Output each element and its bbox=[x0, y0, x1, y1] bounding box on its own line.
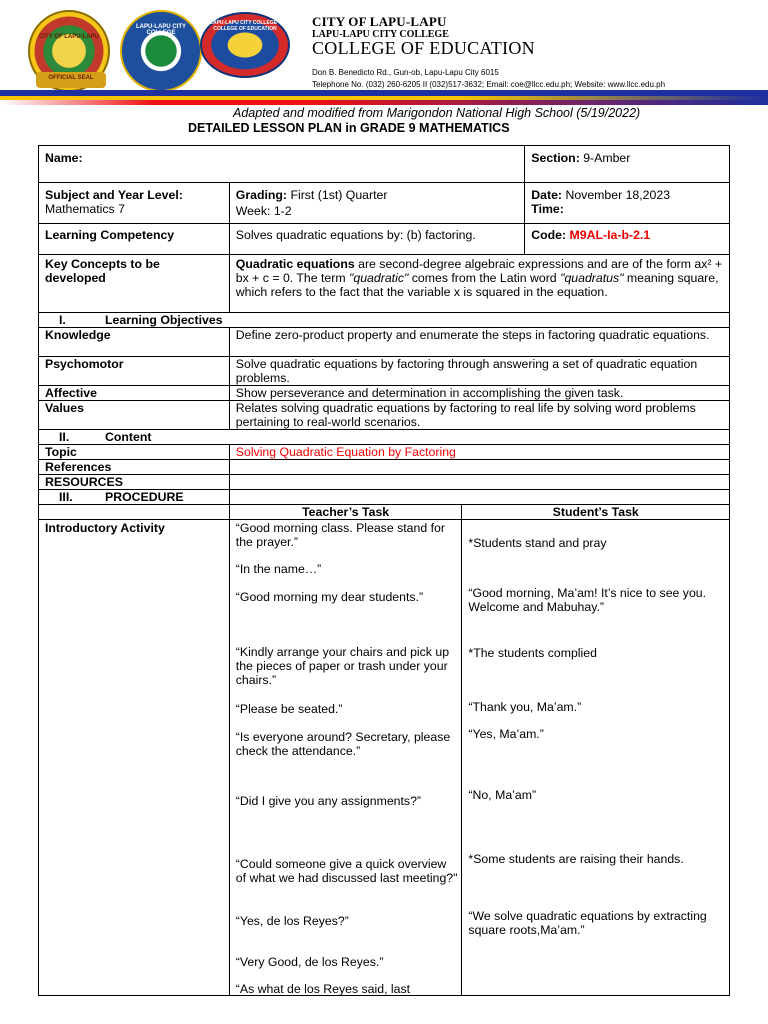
procedure-heading-row bbox=[39, 490, 730, 505]
city-seal-ribbon-text: OFFICIAL SEAL bbox=[48, 75, 94, 81]
college-seal-logo bbox=[120, 10, 202, 92]
section-value: 9-Amber bbox=[579, 151, 631, 165]
lesson-plan-table bbox=[38, 145, 730, 996]
header-address: Don B. Benedicto Rd., Gun-ob, Lapu-Lapu City 6015 bbox=[312, 68, 499, 77]
time-label: Time: bbox=[531, 202, 564, 216]
adapted-note: Adapted and modified from Marigondon National High School (5/19/2022) bbox=[233, 106, 641, 120]
header-stripe-red bbox=[0, 100, 768, 105]
objective-row-values bbox=[39, 401, 730, 430]
student-task-header: Student’s Task bbox=[462, 505, 730, 520]
objective-row-psychomotor bbox=[39, 357, 730, 386]
objective-label: Knowledge bbox=[39, 328, 230, 357]
grading-value: First (1st) Quarter bbox=[287, 188, 388, 202]
teacher-line: “Did I give you any assignments?” bbox=[235, 794, 422, 808]
grading-label: Grading: bbox=[235, 188, 288, 202]
city-seal-logo bbox=[28, 10, 110, 92]
student-line: “We solve quadratic equations by extracting square roots,Ma’am.” bbox=[468, 909, 707, 937]
header-department: COLLEGE OF EDUCATION bbox=[312, 38, 535, 58]
competency-label: Learning Competency bbox=[45, 228, 175, 242]
content-heading-row bbox=[39, 430, 730, 445]
key-concepts-quadratic: "quadratic" bbox=[349, 271, 409, 285]
teacher-line: “Please be seated.” bbox=[235, 702, 343, 716]
objective-label: Values bbox=[39, 401, 230, 430]
objective-text: Solve quadratic equations by factoring through answering a set of quadratic equation problems. bbox=[229, 357, 729, 386]
objective-text: Show perseverance and determination in accomplishing the given task. bbox=[229, 386, 729, 401]
subject-row bbox=[39, 183, 730, 224]
student-line: *The students complied bbox=[468, 646, 597, 660]
subject-value: Mathematics 7 bbox=[45, 202, 125, 216]
student-task-cell bbox=[462, 520, 730, 996]
key-concepts-quadratus: "quadratus" bbox=[560, 271, 624, 285]
objective-text: Define zero-product property and enumerate the steps in factoring quadratic equations. bbox=[229, 328, 729, 357]
procedure-num: III. bbox=[59, 490, 73, 504]
references-value bbox=[229, 460, 729, 475]
resources-label: RESOURCES bbox=[39, 475, 230, 490]
student-line: “Thank you, Ma’am.” bbox=[468, 700, 582, 714]
college-seal-text: LAPU-LAPU CITY COLLEGE bbox=[136, 24, 186, 36]
teacher-line: “In the name…” bbox=[235, 562, 322, 576]
objective-row-affective bbox=[39, 386, 730, 401]
student-line: “No, Ma’am” bbox=[468, 788, 537, 802]
teacher-line: “Good morning my dear students.” bbox=[235, 590, 424, 604]
letterhead bbox=[0, 0, 768, 105]
header-city: CITY OF LAPU-LAPU bbox=[312, 14, 447, 29]
references-label: References bbox=[39, 460, 230, 475]
objectives-num: I. bbox=[59, 313, 66, 327]
date-value: November 18,2023 bbox=[562, 188, 671, 202]
city-seal-text: CITY OF LAPU-LAPU bbox=[39, 34, 99, 40]
header-contact: Telephone No. (032) 260-6205 II (032)517-3632; Email: coe@llcc.edu.ph; Website: www.llcc.edu.ph bbox=[312, 80, 666, 89]
week-value: Week: 1-2 bbox=[235, 204, 292, 218]
header-college: LAPU-LAPU CITY COLLEGE bbox=[312, 29, 449, 40]
teacher-line: “Kindly arrange your chairs and pick up the pieces of paper or trash under your chairs.” bbox=[235, 645, 450, 687]
teacher-line: “Could someone give a quick overview of what we had discussed last meeting?" bbox=[235, 857, 458, 885]
topic-value: Solving Quadratic Equation by Factoring bbox=[229, 445, 729, 460]
references-row bbox=[39, 460, 730, 475]
key-concepts-row bbox=[39, 255, 730, 313]
teacher-line: “As what de los Reyes said, last bbox=[235, 982, 411, 996]
student-line: *Students stand and pray bbox=[468, 536, 607, 550]
student-line: “Yes, Ma’am.” bbox=[468, 727, 544, 741]
procedure-heading: PROCEDURE bbox=[105, 490, 184, 504]
objectives-heading: Learning Objectives bbox=[105, 313, 223, 327]
topic-label: Topic bbox=[39, 445, 230, 460]
task-header-blank bbox=[39, 505, 230, 520]
document-title: DETAILED LESSON PLAN in GRADE 9 MATHEMATICS bbox=[188, 121, 510, 135]
content-num: II. bbox=[59, 430, 70, 444]
key-concepts-part3: meaning square, which refers to the fact that the variable x is squared in the equation. bbox=[235, 271, 719, 299]
name-row bbox=[39, 146, 730, 183]
topic-row bbox=[39, 445, 730, 460]
code-label: Code: bbox=[531, 228, 567, 242]
introductory-activity-row bbox=[39, 520, 730, 996]
subject-label: Subject and Year Level: bbox=[45, 188, 183, 202]
teacher-line: “Very Good, de los Reyes.” bbox=[235, 955, 384, 969]
teacher-task-header: Teacher’s Task bbox=[229, 505, 462, 520]
resources-row bbox=[39, 475, 730, 490]
competency-value: Solves quadratic equations by: (b) factoring. bbox=[235, 228, 476, 242]
key-concepts-text bbox=[229, 255, 729, 313]
coe-seal-text: LAPU-LAPU CITY COLLEGE · COLLEGE OF EDUCATION bbox=[209, 20, 281, 32]
teacher-line: “Yes, de los Reyes?” bbox=[235, 914, 349, 928]
content-heading: Content bbox=[105, 430, 152, 444]
student-line: *Some students are raising their hands. bbox=[468, 852, 684, 866]
city-seal-ribbon bbox=[36, 72, 106, 88]
objective-label: Psychomotor bbox=[39, 357, 230, 386]
key-concepts-label: Key Concepts to be developed bbox=[45, 257, 160, 285]
objective-text: Relates solving quadratic equations by factoring to real life by solving word problems pertaining to real-world scenarios. bbox=[229, 401, 729, 430]
teacher-task-cell bbox=[229, 520, 462, 996]
objectives-heading-row bbox=[39, 313, 730, 328]
resources-value bbox=[229, 475, 729, 490]
date-label: Date: bbox=[531, 188, 563, 202]
objective-row-knowledge bbox=[39, 328, 730, 357]
student-line: “Good morning, Ma’am! It’s nice to see you. Welcome and Mabuhay.” bbox=[468, 586, 707, 614]
procedure-heading-blank bbox=[229, 490, 729, 505]
name-label: Name: bbox=[45, 151, 83, 165]
code-value: M9AL-Ia-b-2.1 bbox=[569, 228, 651, 242]
key-concepts-term: Quadratic equations bbox=[235, 257, 355, 271]
teacher-line: “Good morning class. Please stand for the prayer.” bbox=[235, 521, 445, 549]
key-concepts-part1: are second-degree algebraic expressions and are of the form ax² + bx + c = 0. The term bbox=[235, 257, 723, 285]
introductory-activity-label: Introductory Activity bbox=[39, 520, 230, 996]
coe-seal-logo bbox=[200, 12, 290, 78]
objective-label: Affective bbox=[39, 386, 230, 401]
key-concepts-part2: comes from the Latin word bbox=[408, 271, 561, 285]
competency-row bbox=[39, 224, 730, 255]
section-label: Section: bbox=[531, 151, 580, 165]
task-header-row bbox=[39, 505, 730, 520]
teacher-line: “Is everyone around? Secretary, please check the attendance.” bbox=[235, 730, 451, 758]
